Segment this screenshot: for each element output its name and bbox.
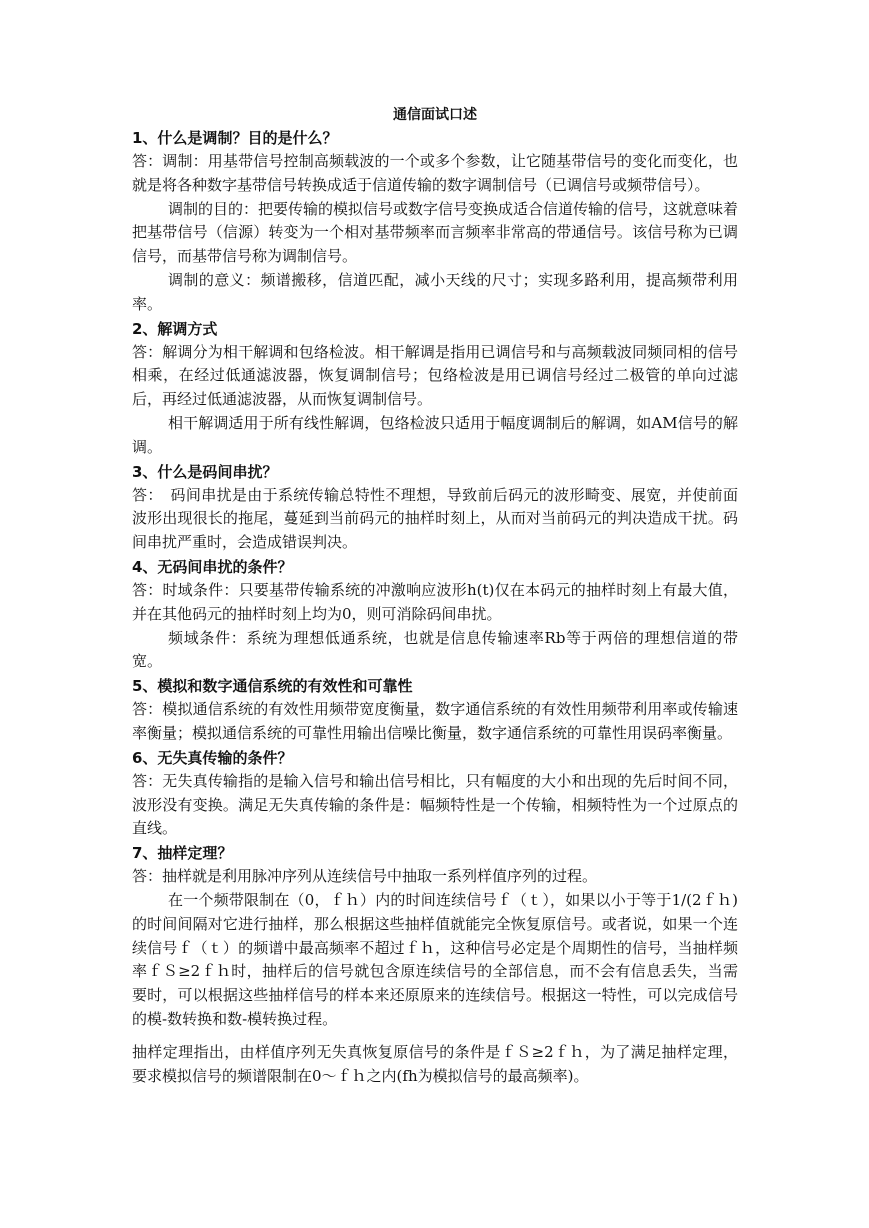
section-heading-2: 2、解调方式 [132,319,218,338]
paragraph: 答：模拟通信系统的有效性用频带宽度衡量，数字通信系统的有效性用频带利用率或传输速率衡量；模拟通信系统的可靠性用输出信噪比衡量，数字通信系统的可靠性用误码率衡量。 [132,700,738,742]
paragraph: 答： 码间串扰是由于系统传输总特性不理想，导致前后码元的波形畸变、展宽，并使前面波形出现很长的拖尾，蔓延到当前码元的抽样时刻上，从而对当前码元的判决造成干扰。码间串扰严重时，会造成错误判决。 [132,485,738,552]
section-heading-6: 6、无失真传输的条件？ [132,748,293,767]
paragraph: 调制的意义：频谱搬移，信道匹配，减小天线的尺寸；实现多路利用，提高频带利用率。 [132,270,738,313]
paragraph: 答：无失真传输指的是输入信号和输出信号相比，只有幅度的大小和出现的先后时间不同，波形没有变换。满足无失真传输的条件是：幅频特性是一个传输，相频特性为一个过原点的直线。 [132,771,738,838]
paragraph: 答：抽样就是利用脉冲序列从连续信号中抽取一系列样值序列的过程。 [132,867,598,886]
section-heading-1: 1、什么是调制？目的是什么？ [132,129,338,147]
paragraph: 调制的目的：把要传输的模拟信号或数字信号变换成适合信道传输的信号，这就意味着把基带信号（信源）转变为一个相对基带频率而言频率非常高的带通信号。该信号称为已调信号，而基带信号称为调制信号。 [132,199,739,266]
paragraph: 相干解调适用于所有线性解调，包络检波只适用于幅度调制后的解调，如AM信号的解调。 [132,413,738,456]
section-heading-3: 3、什么是码间串扰？ [132,462,278,481]
paragraph: 答：调制：用基带信号控制高频载波的一个或多个参数，让它随基带信号的变化而变化，也就是将各种数字基带信号转换成适于信道传输的数字调制信号（已调信号或频带信号）。 [132,152,738,194]
paragraph: 频域条件：系统为理想低通系统，也就是信息传输速率Rb等于两倍的理想信道的带宽。 [132,628,738,671]
paragraph: 答：时域条件：只要基带传输系统的冲激响应波形h(t)仅在本码元的抽样时刻上有最大值，并在其他码元的抽样时刻上均为0，则可消除码间串扰。 [132,580,738,623]
paragraph: 在一个频带限制在（0，ｆｈ）内的时间连续信号ｆ（ｔ），如果以小于等于1/(2ｆｈ)的时间间隔对它进行抽样，那么根据这些抽样值就能完全恢复原信号。或者说，如果一个连续信号ｆ（ｔ）的频谱中最高频率不超过ｆｈ，这种信号必定是个周期性的信号，当抽样频率ｆＳ≥2ｆｈ时，抽样后的信号就包含原连续信号的全部信息，而不会有信息丢失，当需要时，可以根据这些抽样信号的样本来还原原来的连续信号。根据这一特性，可以完成信号的模-数转换和数-模转换过程。 [132,890,738,1028]
paragraph: 抽样定理指出，由样值序列无失真恢复原信号的条件是ｆＳ≥2ｆｈ，为了满足抽样定理，要求模拟信号的频谱限制在0～ｆｈ之内(fh为模拟信号的最高频率)。 [132,1042,738,1085]
page-title: 通信面试口述 [393,107,477,123]
section-heading-5: 5、模拟和数字通信系统的有效性和可靠性 [132,677,413,696]
section-heading-7: 7、抽样定理？ [132,844,233,863]
section-heading-4: 4、无码间串扰的条件？ [132,557,293,576]
document-page [132,104,738,1088]
paragraph: 答：解调分为相干解调和包络检波。相干解调是指用已调信号和与高频载波同频同相的信号相乘，在经过低通滤波器，恢复调制信号；包络检波是用已调信号经过二极管的单向过滤后，再经过低通滤波器，从而恢复调制信号。 [132,342,738,409]
